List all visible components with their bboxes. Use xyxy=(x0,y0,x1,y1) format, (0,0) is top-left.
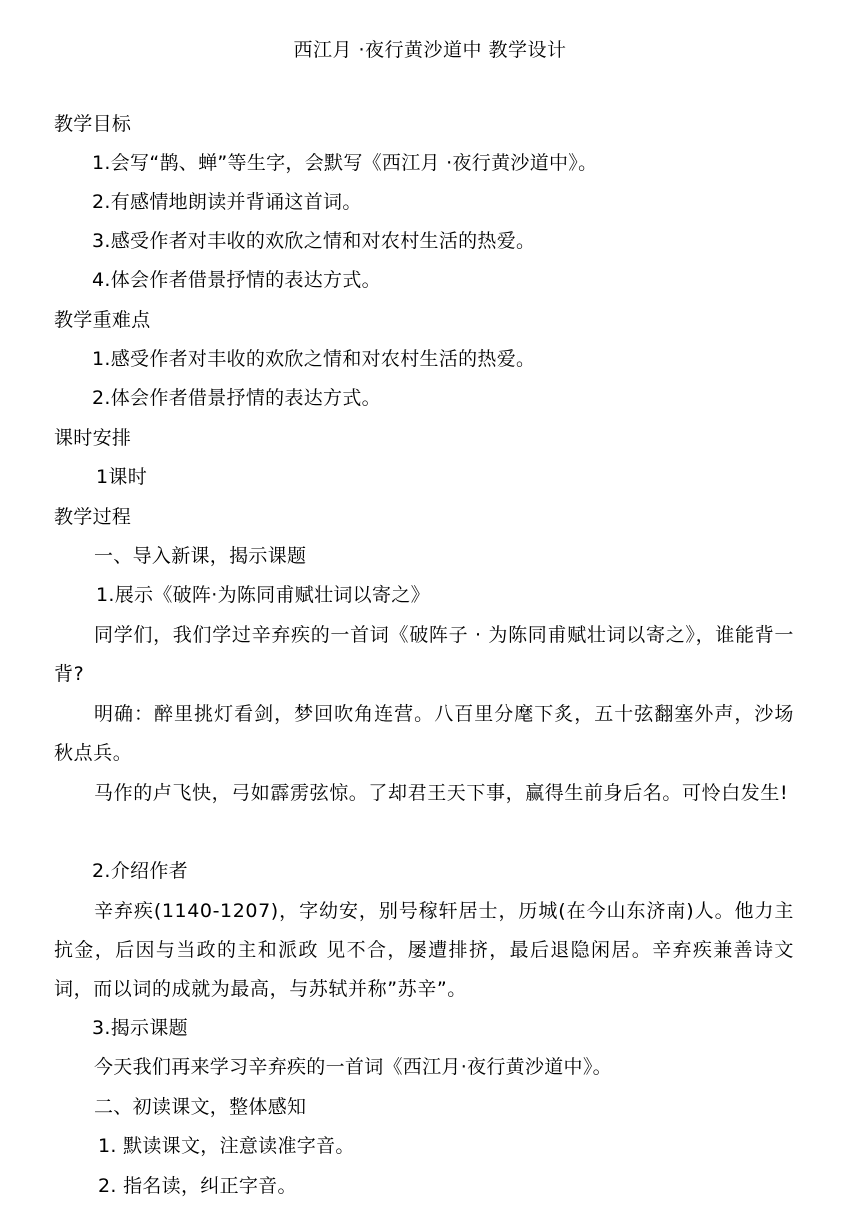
process-part1-title: 一、导入新课，揭示课题 xyxy=(94,545,307,567)
process-paragraph-5: 今天我们再来学习辛弃疾的一首词《西江月·夜行黄沙道中》。 xyxy=(94,1056,612,1078)
section-heading-process: 教学过程 xyxy=(54,506,132,528)
process-step1: 1.展示《破阵·为陈同甫赋壮词以寄之》 xyxy=(96,584,430,606)
document-title: 西江月 ·夜行黄沙道中 教学设计 xyxy=(293,39,567,61)
process-paragraph-3: 马作的卢飞快，弓如霹雳弦惊。了却君王天下事，赢得生前身后名。可怜白发生! xyxy=(94,782,789,804)
process-paragraph-2: 明确：醉里挑灯看剑，梦回吹角连营。八百里分麾下炙，五十弦翻塞外声，沙场秋点兵。 xyxy=(54,703,794,764)
goal-item-3: 3.感受作者对丰收的欢欣之情和对农村生活的热爱。 xyxy=(92,230,536,252)
process-step2: 2.介绍作者 xyxy=(92,860,188,882)
section-heading-goals: 教学目标 xyxy=(54,113,132,135)
process-step3: 3.揭示课题 xyxy=(92,1017,188,1039)
section-heading-schedule: 课时安排 xyxy=(54,427,132,449)
process-part2-item-2: 2. 指名读，纠正字音。 xyxy=(98,1175,297,1197)
process-paragraph-4: 辛弃疾(1140-1207)，字幼安，别号稼轩居士，历城(在今山东济南)人。他力主抗金，后因与当政的主和派政 见不合，屡遭排挤，最后退隐闲居。辛弃疾兼善诗文词，而以词的成就为最高，与苏轼并称”苏辛”。 xyxy=(54,900,794,1000)
schedule-text: 1课时 xyxy=(96,466,147,488)
goal-item-4: 4.体会作者借景抒情的表达方式。 xyxy=(92,269,381,291)
goal-item-1: 1.会写“鹊、蝉”等生字，会默写《西江月 ·夜行黄沙道中》。 xyxy=(92,152,598,174)
process-paragraph-1: 同学们，我们学过辛弃疾的一首词《破阵子 · 为陈同甫赋壮词以寄之》，谁能背一背? xyxy=(54,624,794,685)
process-part2-title: 二、初读课文，整体感知 xyxy=(94,1096,307,1118)
key-point-item-1: 1.感受作者对丰收的欢欣之情和对农村生活的热爱。 xyxy=(92,348,536,370)
goal-item-2: 2.有感情地朗读并背诵这首词。 xyxy=(92,191,362,213)
key-point-item-2: 2.体会作者借景抒情的表达方式。 xyxy=(92,387,381,409)
process-part2-item-1: 1. 默读课文，注意读准字音。 xyxy=(98,1135,355,1157)
section-heading-key-points: 教学重难点 xyxy=(54,309,151,331)
